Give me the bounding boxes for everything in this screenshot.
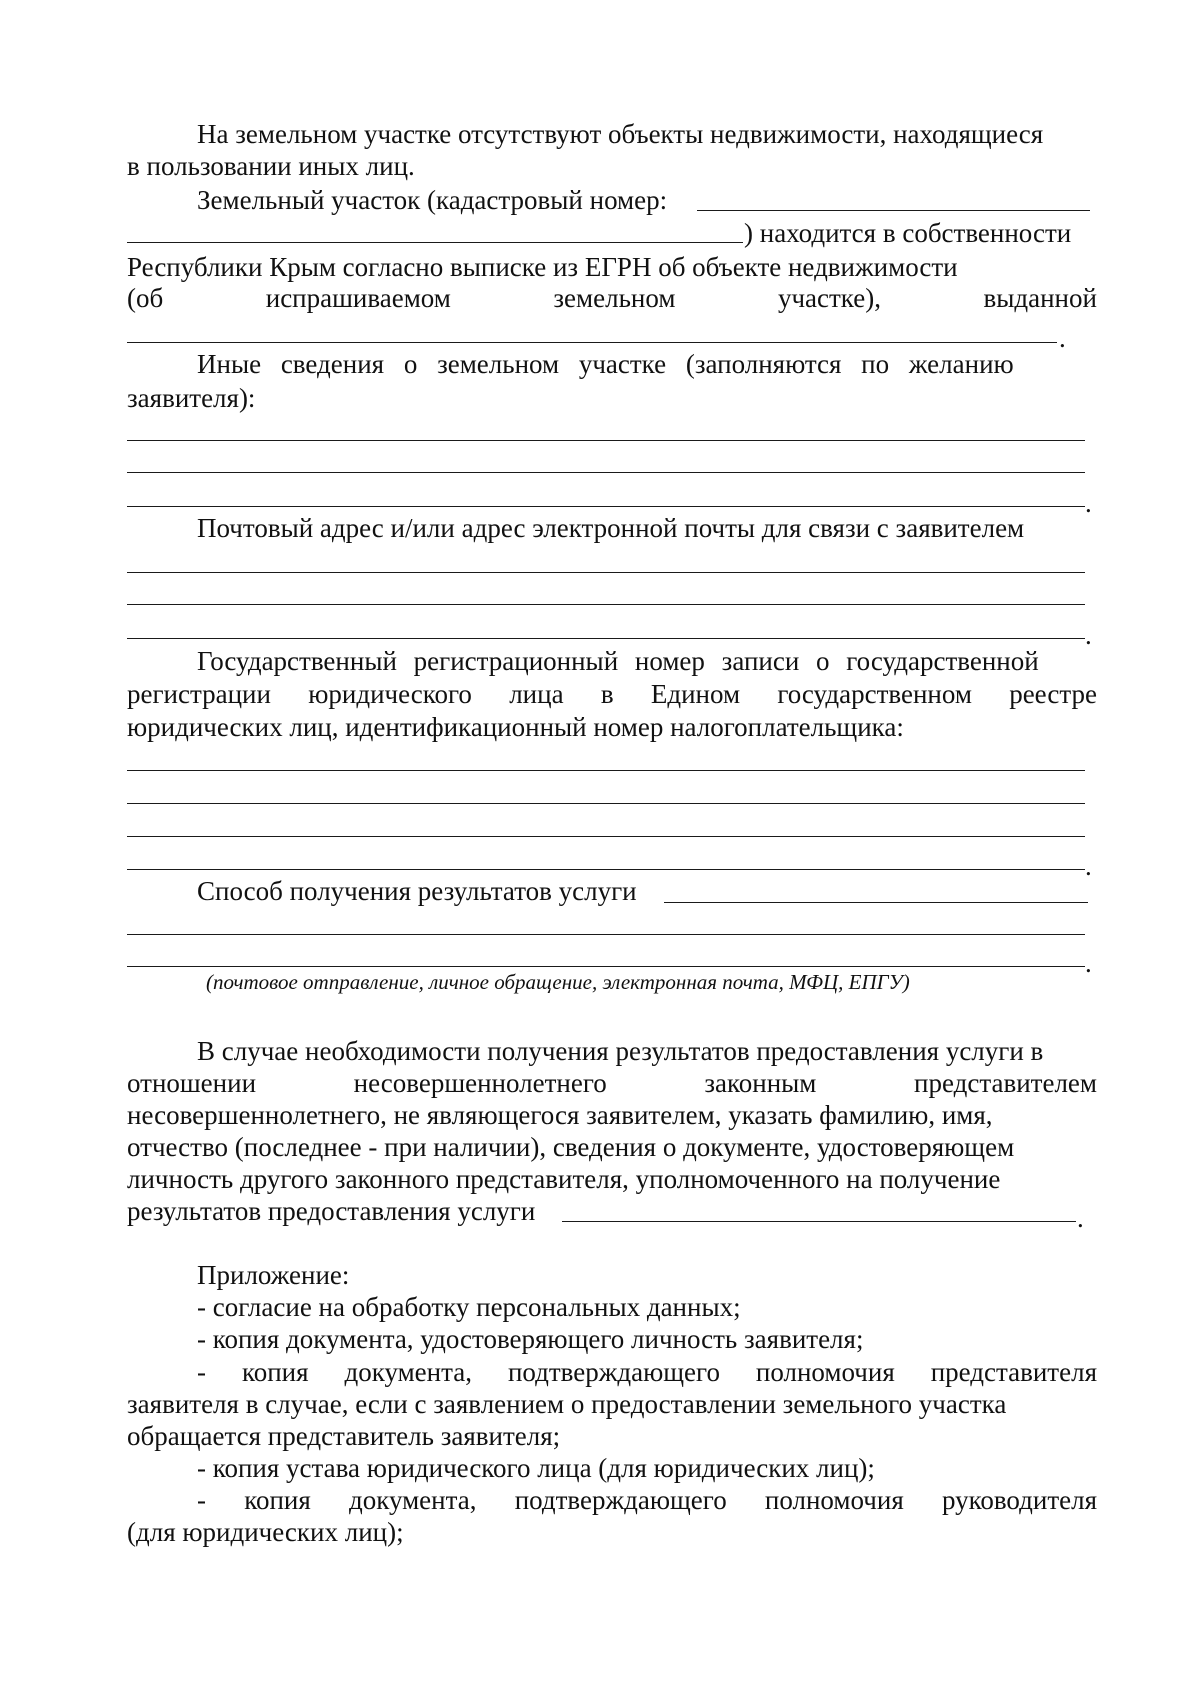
word: представителем [914,1068,1097,1098]
period-mark: . [1077,1203,1084,1233]
attachment-item-4: - копия устава юридического лица (для юридических лиц); [197,1453,875,1483]
word: законным [704,1068,817,1098]
period-mark: . [1085,488,1092,518]
registration-field-1[interactable] [127,770,1085,771]
attachment-item-5 [197,1484,1097,1516]
word: выданной [983,283,1097,313]
word: руководителя [941,1485,1097,1515]
other-info-text: Иные сведения о земельном участке (заполняются по желанию [197,349,1014,379]
word: - [197,1485,206,1515]
word: копия [241,1357,309,1387]
attachment-item-3-line-2: заявителя в случае, если с заявлением о предоставлении земельного участка [127,1389,1007,1419]
registration-field-4[interactable] [127,869,1085,870]
ownership-line-5 [127,282,1097,314]
attachment-item-2: - копия документа, удостоверяющего личность заявителя; [197,1324,864,1354]
registration-line-3: юридических лиц, идентификационный номер налогоплательщика: [127,712,904,742]
attachment-item-3 [197,1356,1097,1388]
minor-line-3: несовершеннолетнего, не являющегося заявителем, указать фамилию, имя, [127,1100,993,1130]
attachment-item-5-line-2: (для юридических лиц); [127,1517,404,1547]
representative-field[interactable] [562,1221,1076,1222]
attachments-heading: Приложение: [197,1260,350,1290]
delivery-field-2[interactable] [127,934,1085,935]
word: несовершеннолетнего [353,1068,607,1098]
cadastral-number-field-continued[interactable] [127,242,743,243]
minor-line-1: В случае необходимости получения результатов предоставления услуги в [197,1036,1044,1066]
word: представителя [930,1357,1097,1387]
issued-by-field[interactable] [127,342,1057,343]
word: юридического [308,679,472,709]
word: государственном [777,679,972,709]
registration-line-1: Государственный регистрационный номер записи о государственной [197,646,1039,676]
period-mark: . [1085,851,1092,881]
word: лица [509,679,564,709]
word: подтверждающего [514,1485,727,1515]
ownership-line-1: На земельном участке отсутствуют объекты недвижимости, находящиеся [197,119,1044,149]
word: полномочия [764,1485,904,1515]
word: реестре [1009,679,1097,709]
attachment-item-3-line-3: обращается представитель заявителя; [127,1421,561,1451]
word: (об [127,283,164,313]
minor-line-5: личность другого законного представителя, уполномоченного на получение [127,1164,1001,1194]
postal-label: Почтовый адрес и/или адрес электронной почты для связи с заявителем [197,513,1025,543]
minor-line-2 [127,1067,1097,1099]
cadastral-number-field[interactable] [697,210,1090,211]
period-mark: . [1085,948,1092,978]
word: полномочия [755,1357,895,1387]
word: в [600,679,614,709]
ownership-line-4: Республики Крым согласно выписке из ЕГРН об объекте недвижимости [127,252,958,282]
word: земельном [553,283,676,313]
other-info-field-1[interactable] [127,440,1085,441]
word: участке), [777,283,881,313]
delivery-label: Способ получения результатов услуги [197,876,637,906]
period-mark: . [1085,620,1092,650]
other-info-field-3[interactable] [127,506,1085,507]
ownership-tail: ) находится в собственности [744,218,1072,248]
registration-field-2[interactable] [127,803,1085,804]
word: испрашиваемом [265,283,451,313]
word: подтверждающего [507,1357,720,1387]
postal-field-1[interactable] [127,572,1085,573]
period-mark: . [1059,323,1066,353]
word: Едином [650,679,741,709]
minor-line-4: отчество (последнее - при наличии), сведения о документе, удостоверяющем [127,1132,1015,1162]
word: регистрации [127,679,271,709]
postal-field-3[interactable] [127,638,1085,639]
registration-field-3[interactable] [127,836,1085,837]
postal-field-2[interactable] [127,604,1085,605]
word: документа, [344,1357,472,1387]
word: документа, [348,1485,477,1515]
other-info-line-1 [197,348,1097,380]
attachment-item-1: - согласие на обработку персональных данных; [197,1292,741,1322]
ownership-line-2: в пользовании иных лиц. [127,151,415,181]
word: копия [244,1485,311,1515]
registration-line-2 [127,678,1097,710]
delivery-hint: (почтовое отправление, личное обращение, электронная почта, МФЦ, ЕПГУ) [206,970,910,994]
other-info-field-2[interactable] [127,472,1085,473]
delivery-field-1[interactable] [664,902,1088,903]
delivery-field-3[interactable] [127,966,1085,967]
word: - [197,1357,206,1387]
cadastral-label: Земельный участок (кадастровый номер: [197,185,668,215]
word: отношении [127,1068,257,1098]
minor-line-6: результатов предоставления услуги [127,1196,536,1226]
other-info-line-2: заявителя): [127,383,256,413]
